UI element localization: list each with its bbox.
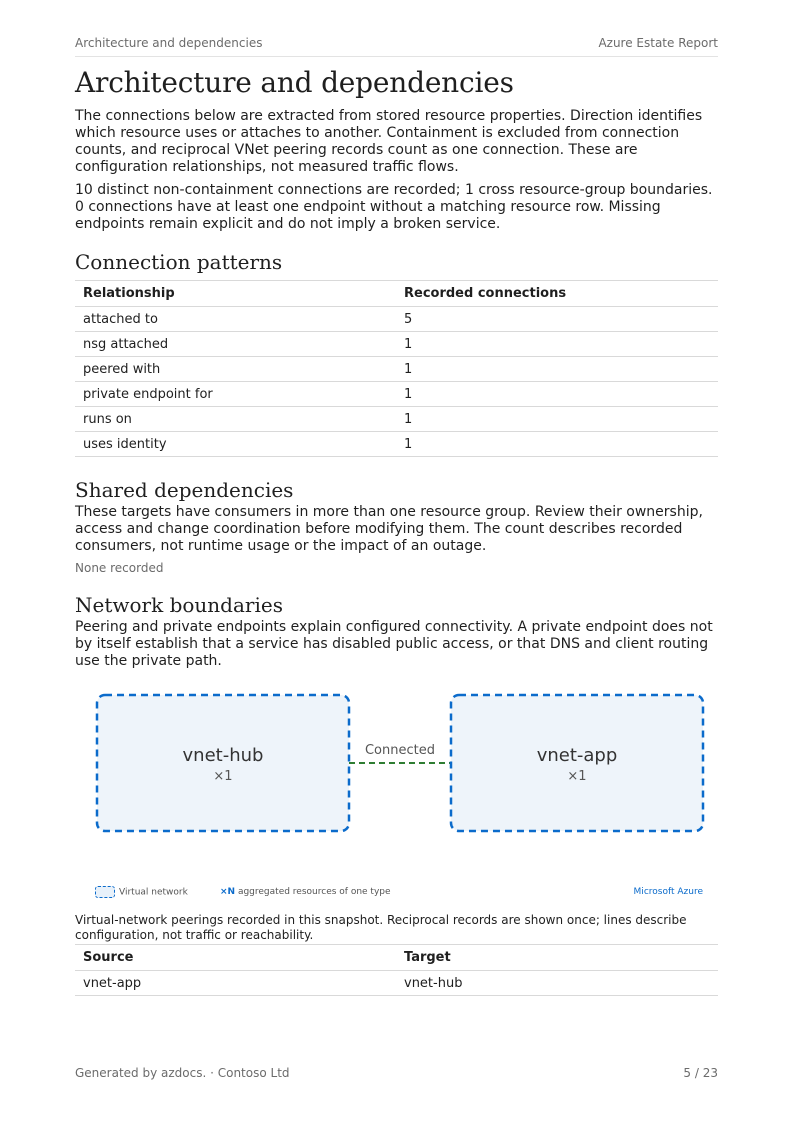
connection-patterns-table — [75, 280, 718, 457]
aggregate-mark: ×N — [220, 887, 236, 897]
count-cell: 5 — [396, 307, 718, 332]
network-boundaries-text: Peering and private endpoints explain configured connectivity. A private endpoint does not by itself establish that a service has disabled public access, or that DNS and client routing use the private path. — [75, 619, 713, 669]
network-diagram — [75, 685, 718, 835]
table-row — [75, 357, 718, 382]
header-report-title: Azure Estate Report — [598, 36, 718, 50]
running-header — [75, 36, 718, 57]
vnet-node-count: ×1 — [567, 769, 587, 784]
connection-patterns-heading: Connection patterns — [75, 250, 283, 274]
legend-aggregate — [220, 887, 391, 897]
network-boundaries-heading: Network boundaries — [75, 593, 283, 617]
count-cell: 1 — [396, 407, 718, 432]
relationship-cell: runs on — [75, 407, 396, 432]
target-cell: vnet-hub — [396, 971, 718, 996]
vnet-node-name: vnet-app — [536, 745, 618, 766]
vnet-node-count: ×1 — [213, 769, 233, 784]
column-header: Recorded connections — [396, 281, 718, 307]
count-cell: 1 — [396, 432, 718, 457]
empty-state-text: None recorded — [75, 561, 164, 575]
table-row — [75, 307, 718, 332]
table-header-row — [75, 945, 718, 971]
relationship-cell: nsg attached — [75, 332, 396, 357]
azure-brand-label: Microsoft Azure — [633, 887, 703, 897]
table-row — [75, 971, 718, 996]
column-header: Source — [75, 945, 396, 971]
intro-paragraph: The connections below are extracted from stored resource properties. Direction identifies which resource uses or attaches to another. Containment is excluded from connection counts, and reciprocal VNet peering records count as one connection. These are configuration relationships, not measured traffic flows. — [75, 108, 703, 175]
count-cell: 1 — [396, 332, 718, 357]
page-number: 5 / 23 — [683, 1066, 718, 1080]
page-title: Architecture and dependencies — [75, 66, 514, 99]
source-cell: vnet-app — [75, 971, 396, 996]
virtual-network-swatch-icon — [95, 886, 115, 898]
table-row — [75, 432, 718, 457]
vnet-node-name: vnet-hub — [182, 745, 264, 766]
peerings-table — [75, 944, 718, 996]
relationship-cell: attached to — [75, 307, 396, 332]
shared-dependencies-text: These targets have consumers in more than one resource group. Review their ownership, access and change coordination before modifying them. The count describes recorded consumers, not runtime usage or the impact of an outage. — [75, 504, 703, 554]
peerings-caption: Virtual-network peerings recorded in this snapshot. Reciprocal records are shown once; lines describe configuration, not traffic or reachability. — [75, 913, 687, 942]
column-header: Target — [396, 945, 718, 971]
relationship-cell: uses identity — [75, 432, 396, 457]
table-header-row — [75, 281, 718, 307]
table-row — [75, 332, 718, 357]
legend-vnet — [95, 886, 188, 898]
table-row — [75, 407, 718, 432]
header-section-title: Architecture and dependencies — [75, 36, 263, 50]
table-row — [75, 382, 718, 407]
footer-generator: Generated by azdocs. · Contoso Ltd — [75, 1066, 290, 1080]
legend-vnet-label: Virtual network — [119, 887, 188, 898]
legend-aggregate-label: aggregated resources of one type — [237, 887, 391, 897]
diagram-legend — [95, 886, 718, 902]
relationship-cell: peered with — [75, 357, 396, 382]
count-cell: 1 — [396, 382, 718, 407]
count-cell: 1 — [396, 357, 718, 382]
column-header: Relationship — [75, 281, 396, 307]
relationship-cell: private endpoint for — [75, 382, 396, 407]
summary-paragraph: 10 distinct non-containment connections are recorded; 1 cross resource-group boundaries. 0 connections have at least one endpoint without a matching resource row. Missing endpoints remain explicit and do not imply a broken service. — [75, 182, 713, 232]
peering-edge-label: Connected — [364, 743, 436, 758]
shared-dependencies-heading: Shared dependencies — [75, 478, 294, 502]
